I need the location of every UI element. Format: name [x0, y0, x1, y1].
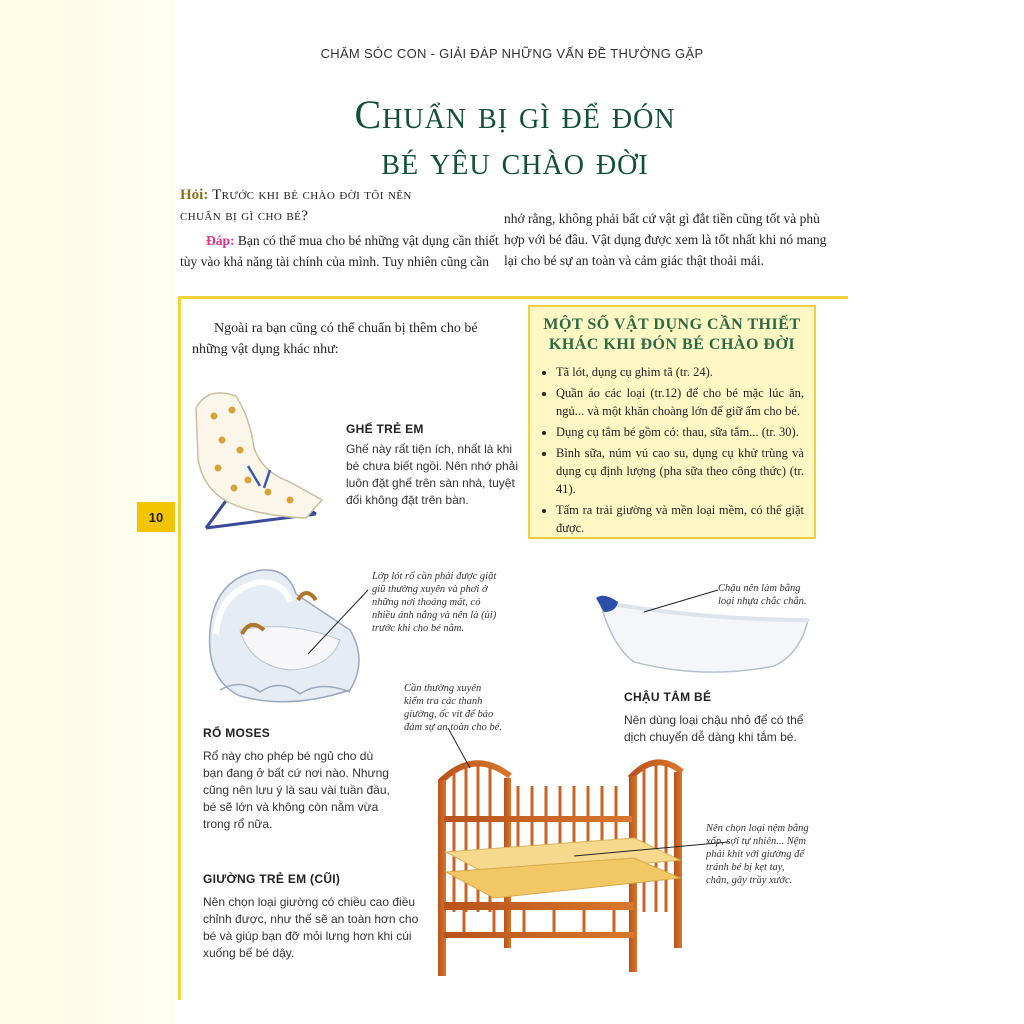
- bathtub-title: CHẬU TẮM BÉ: [624, 690, 712, 704]
- moses-caption: [203, 726, 423, 833]
- bathtub-caption: [624, 690, 834, 746]
- answer-label: Đáp:: [206, 233, 235, 248]
- crib-note-right-line: xốp, sợi tự nhiên... Nệm: [706, 836, 806, 847]
- crib-line: Nên chọn loại giường có chiều cao điều: [203, 895, 416, 909]
- tub-note: [718, 582, 828, 608]
- answer-col1-line2: tùy vào khả năng tài chính của mình. Tuy nhiên cũng cần: [180, 254, 489, 269]
- crib-note-top-line: Cần thường xuyên: [404, 683, 482, 694]
- bouncer-title: GHẾ TRẺ EM: [346, 422, 424, 436]
- intro-line2: những vật dụng khác như:: [192, 342, 339, 357]
- crib-line: xuống bế bé dậy.: [203, 946, 295, 960]
- answer-col2-line3: lại cho bé sự an toàn và cảm giác thật thoải mái.: [504, 253, 764, 268]
- bouncer-line: bé chưa biết ngồi. Nên nhớ phải: [346, 459, 519, 473]
- bouncer-line: đối không đặt trên bàn.: [346, 493, 469, 507]
- question: [180, 185, 520, 227]
- frame-border-left: [178, 296, 181, 1000]
- moses-note-line: những nơi thoáng mát, có: [372, 597, 481, 608]
- question-text-1: Trước khi bé chào đời tôi nên: [212, 187, 412, 203]
- bathtub-line: Nên dùng loại chậu nhỏ để có thể: [624, 713, 804, 727]
- moses-note-line: giũ thường xuyên và phơi ở: [372, 584, 488, 595]
- bouncer-line: Ghế này rất tiện ích, nhất là khi: [346, 442, 513, 456]
- frame-border-top: [178, 296, 848, 299]
- page-title-line1: Chuẩn bị gì để đón: [354, 92, 676, 137]
- tub-note-line: Chậu nên làm bằng: [718, 583, 801, 594]
- bouncer-caption: [346, 422, 526, 509]
- moses-line: trong rổ nữa.: [203, 817, 273, 831]
- answer-col-1: [180, 230, 505, 272]
- moses-line: Rổ này cho phép bé ngủ cho dù: [203, 749, 374, 763]
- question-text-2: chuẩn bị gì cho bé?: [180, 208, 309, 224]
- crib-note-right-line: tránh bé bị kẹt tay,: [706, 862, 785, 873]
- answer-col1-line1: Bạn có thể mua cho bé những vật dụng cần thiết: [237, 233, 499, 248]
- checklist-item: • Bình sữa, núm vú cao su, dụng cụ khử trùng và dụng cụ định lượng (pha sữa theo công thức) (tr. 41).: [556, 444, 804, 498]
- running-header: CHĂM SÓC CON - GIẢI ĐÁP NHỮNG VẤN ĐỀ THƯỜNG GẶP: [320, 46, 704, 61]
- bottom-band: [175, 1000, 1024, 1024]
- answer-col2-line2: hợp với bé đâu. Vật dụng được xem là tốt nhất khi nó mang: [504, 232, 827, 247]
- crib-note-right-line: phải khít với giường để: [706, 849, 805, 860]
- tub-note-line: loại nhựa chắc chắn.: [718, 596, 807, 607]
- question-label: Hỏi:: [180, 187, 209, 203]
- answer-col2-line1: nhớ rằng, không phải bất cứ vật gì đắt tiền cũng tốt và phù: [504, 211, 820, 226]
- crib-illustration: [434, 752, 694, 980]
- crib-title: GIƯỜNG TRẺ EM (CŨI): [203, 872, 341, 886]
- crib-note-right: [706, 822, 846, 887]
- baby-bouncer-illustration: [188, 388, 328, 540]
- crib-line: bé và giúp bạn đỡ mỏi lưng hơn khi cúi: [203, 929, 412, 943]
- crib-line: chỉnh được, như thế sẽ an toàn hơn cho: [203, 912, 419, 926]
- moses-line: cũng nên lưu ý là sau vài tuần đầu,: [203, 783, 390, 797]
- crib-note-top-line: giường, ốc vít để bảo: [404, 709, 494, 720]
- crib-caption: [203, 872, 433, 962]
- checklist-title-line2: KHÁC KHI ĐÓN BÉ CHÀO ĐỜI: [548, 336, 796, 353]
- moses-note-line: nhiều ánh nắng và nên là (ủi): [372, 610, 497, 621]
- checklist-box: [528, 305, 816, 539]
- crib-note-top-line: đảm sự an toàn cho bé.: [404, 722, 502, 733]
- moses-note-pointer: [300, 588, 380, 658]
- moses-title: RỔ MOSES: [203, 726, 271, 740]
- checklist-item: • Dụng cụ tắm bé gồm có: thau, sữa tắm... (tr. 30).: [556, 423, 804, 441]
- moses-line: bé sẽ lớn và không còn nằm vừa: [203, 800, 379, 814]
- moses-note-line: Lớp lót rổ cần phải được giặt: [372, 571, 497, 582]
- checklist-item: • Tã lót, dụng cụ ghim tã (tr. 24).: [556, 363, 804, 381]
- checklist: [540, 363, 804, 537]
- crib-note-top: [404, 682, 544, 734]
- moses-line: bạn đang ở bất cứ nơi nào. Nhưng: [203, 766, 389, 780]
- tub-note-pointer: [640, 586, 720, 616]
- bouncer-line: luôn đặt ghế trên sàn nhà, tuyệt: [346, 476, 515, 490]
- crib-note-top-line: kiểm tra các thanh: [404, 696, 483, 707]
- checklist-item: • Tấm ra trải giường và mền loại mềm, có thể giặt được.: [556, 501, 804, 537]
- page-number: 10: [137, 502, 175, 532]
- bathtub-line: dịch chuyển dễ dàng khi tắm bé.: [624, 730, 797, 744]
- answer-col-2: [504, 208, 829, 271]
- intro-line1: Ngoài ra bạn cũng có thể chuẩn bị thêm cho bé: [214, 321, 478, 336]
- checklist-title-line1: MỘT SỐ VẬT DỤNG CẦN THIẾT: [543, 316, 801, 333]
- crib-note-right-line: chân, gây trầy xước.: [706, 875, 793, 886]
- page-title-line2: bé yêu chào đời: [381, 138, 649, 183]
- crib-note-right-line: Nên chọn loại nệm bằng: [706, 823, 809, 834]
- moses-note: [372, 570, 532, 635]
- moses-note-line: trước khi cho bé nằm.: [372, 623, 465, 634]
- checklist-item: • Quần áo các loại (tr.12) để cho bé mặc lúc ăn, ngủ... và một khăn choàng lớn để giữ ấm cho bé.: [556, 384, 804, 420]
- intro-text: [192, 318, 512, 360]
- checklist-title: [540, 315, 804, 355]
